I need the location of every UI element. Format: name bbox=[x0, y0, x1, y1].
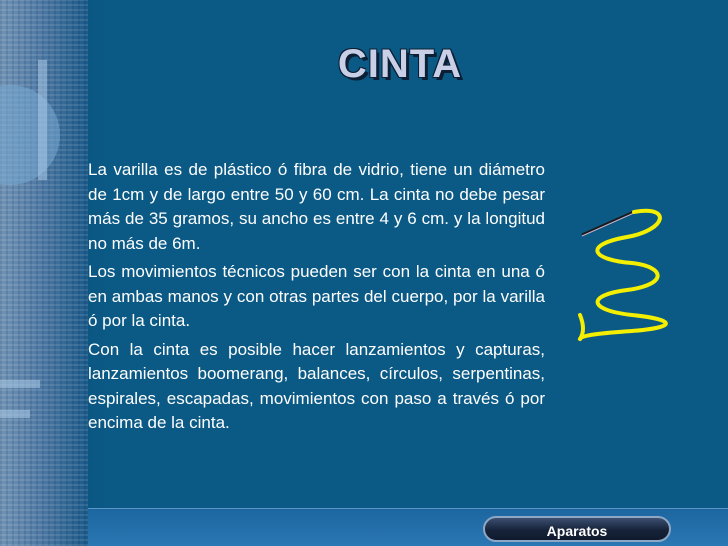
decorative-bar bbox=[0, 410, 30, 418]
decorative-side-band bbox=[0, 0, 88, 546]
paragraph: Los movimientos técnicos pueden ser con la cinta en una ó en ambas manos y con otras partes del cuerpo, por la varilla ó por la cinta. bbox=[88, 262, 545, 330]
decorative-bar bbox=[38, 60, 47, 180]
paragraph: La varilla es de plástico ó fibra de vidrio, tiene un diámetro de 1cm y de largo entre 50 y 60 cm. La cinta no debe pesar más de 35 gramos, su ancho es entre 4 y 6 cm. y la longitud no más de 6m. bbox=[88, 160, 545, 253]
paragraph: Con la cinta es posible hacer lanzamientos y capturas, lanzamientos boomerang, balances, círculos, serpentinas, espirales, escapadas, movimientos con paso a través ó por encima de la cinta. bbox=[88, 339, 545, 432]
slide-body bbox=[88, 158, 545, 440]
decorative-circle bbox=[0, 85, 60, 185]
rhythmic-ribbon-icon bbox=[572, 205, 692, 345]
aparatos-button[interactable]: Aparatos bbox=[483, 516, 671, 542]
slide-title: CINTA bbox=[337, 42, 463, 86]
decorative-bar bbox=[0, 380, 40, 388]
